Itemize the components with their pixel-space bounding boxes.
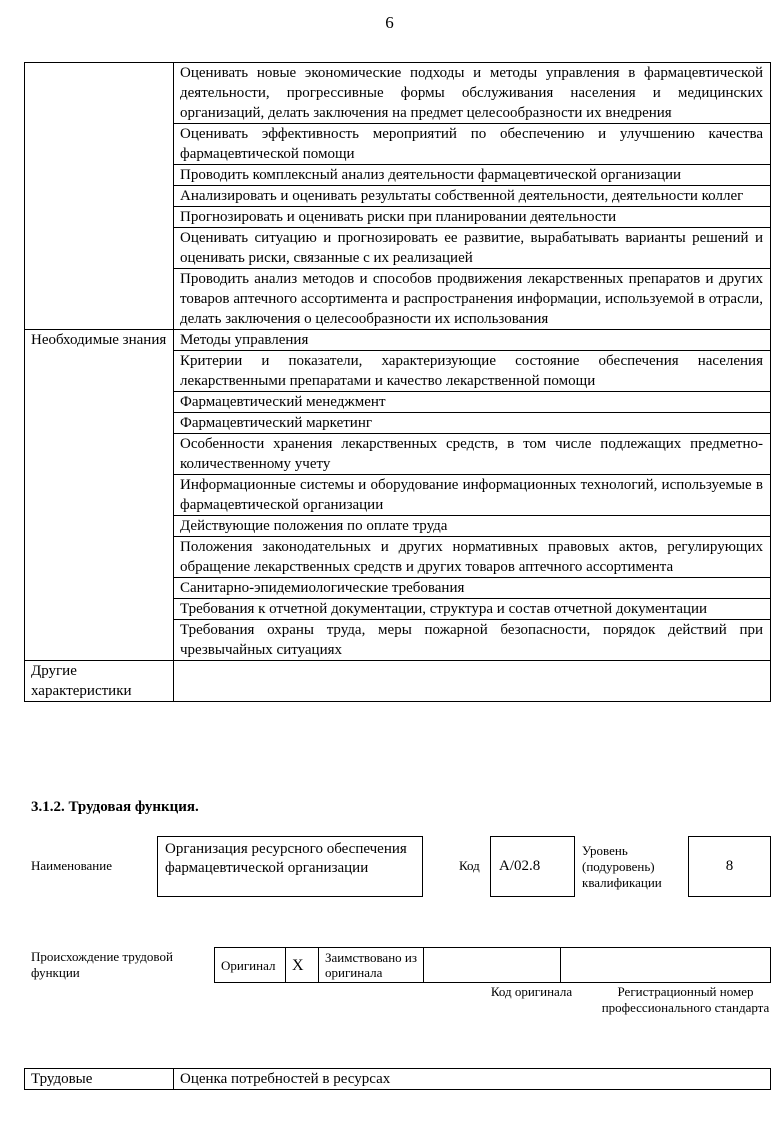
- bottom-value: Оценка потребностей в ресурсах: [174, 1069, 771, 1090]
- table-row: [25, 63, 771, 124]
- requirements-table: [24, 62, 771, 702]
- row-label: Необходимые знания: [25, 330, 174, 661]
- reg-number-cell: [561, 948, 771, 983]
- row-value: Информационные системы и оборудование информационных технологий, используемые в фармацевтической организации: [174, 475, 771, 516]
- bottom-label: Трудовые: [25, 1069, 174, 1090]
- row-value: Фармацевтический менеджмент: [174, 392, 771, 413]
- name-label: Наименование: [31, 858, 112, 873]
- row-value: Проводить комплексный анализ деятельности фармацевтической организации: [174, 165, 771, 186]
- bottom-table: [24, 1068, 771, 1090]
- original-label: Оригинал: [221, 957, 276, 973]
- origin-label: Происхождение трудовой функции: [31, 949, 173, 980]
- code-original-cell: [424, 948, 561, 983]
- row-value: Фармацевтический маркетинг: [174, 413, 771, 434]
- row-value: Требования к отчетной документации, структура и состав отчетной документации: [174, 599, 771, 620]
- code-value: А/02.8: [499, 858, 541, 874]
- row-value: Проводить анализ методов и способов продвижения лекарственных препаратов и других товаров аптечного ассортимента и распространения информации, используемой в отрасли, делать заключения о целесообразности их использования: [174, 269, 771, 330]
- borrowed-cell: [319, 948, 424, 983]
- reg-number-caption: Регистрационный номер профессионального стандарта: [601, 984, 770, 1015]
- section-title: 3.1.2. Трудовая функция.: [31, 799, 199, 815]
- table-row: [25, 330, 771, 351]
- row-value: Оценивать эффективность мероприятий по обеспечению и улучшению качества фармацевтической помощи: [174, 124, 771, 165]
- row-value: Оценивать ситуацию и прогнозировать ее развитие, вырабатывать варианты решений и оценивать риски, связанные с их реализацией: [174, 228, 771, 269]
- level-label: Уровень (подуровень) квалификации: [582, 843, 662, 890]
- row-value: Прогнозировать и оценивать риски при планировании деятельности: [174, 207, 771, 228]
- row-value: Санитарно-эпидемиологические требования: [174, 578, 771, 599]
- origin-table: [214, 947, 771, 983]
- code-label: Код: [459, 858, 480, 873]
- row-value: Особенности хранения лекарственных средств, в том числе подлежащих предметно-количественному учету: [174, 434, 771, 475]
- row-value: Анализировать и оценивать результаты собственной деятельности, деятельности коллег: [174, 186, 771, 207]
- original-mark-cell: [286, 948, 319, 983]
- page-number: 6: [385, 13, 394, 32]
- row-label: [25, 63, 174, 330]
- row-value: Положения законодательных и других нормативных правовых актов, регулирующих обращение лекарственных средств и других товаров аптечного ассортимента: [174, 537, 771, 578]
- name-value: Организация ресурсного обеспечения фармацевтической организации: [165, 841, 407, 876]
- code-value-box: [490, 836, 575, 897]
- level-value-box: [688, 836, 771, 897]
- row-value: Критерии и показатели, характеризующие состояние обеспечения населения лекарственными препаратами и качество лекарственной помощи: [174, 351, 771, 392]
- row-value: Требования охраны труда, меры пожарной безопасности, порядок действий при чрезвычайных ситуациях: [174, 620, 771, 661]
- original-mark: X: [292, 956, 304, 974]
- row-label: Другие характеристики: [25, 661, 174, 702]
- borrowed-label: Заимствовано из оригинала: [325, 950, 418, 980]
- level-value: 8: [725, 858, 734, 874]
- row-value: [174, 661, 771, 702]
- row-value: Действующие положения по оплате труда: [174, 516, 771, 537]
- original-cell: [215, 948, 286, 983]
- row-value: Методы управления: [174, 330, 771, 351]
- name-value-box: [157, 836, 423, 897]
- table-row: [25, 661, 771, 702]
- row-value: Оценивать новые экономические подходы и методы управления в фармацевтической деятельности, прогрессивные формы обслуживания населения и медицинских организаций, делать заключения на предмет целесообразности их внедрения: [174, 63, 771, 124]
- code-original-caption: Код оригинала: [490, 984, 573, 999]
